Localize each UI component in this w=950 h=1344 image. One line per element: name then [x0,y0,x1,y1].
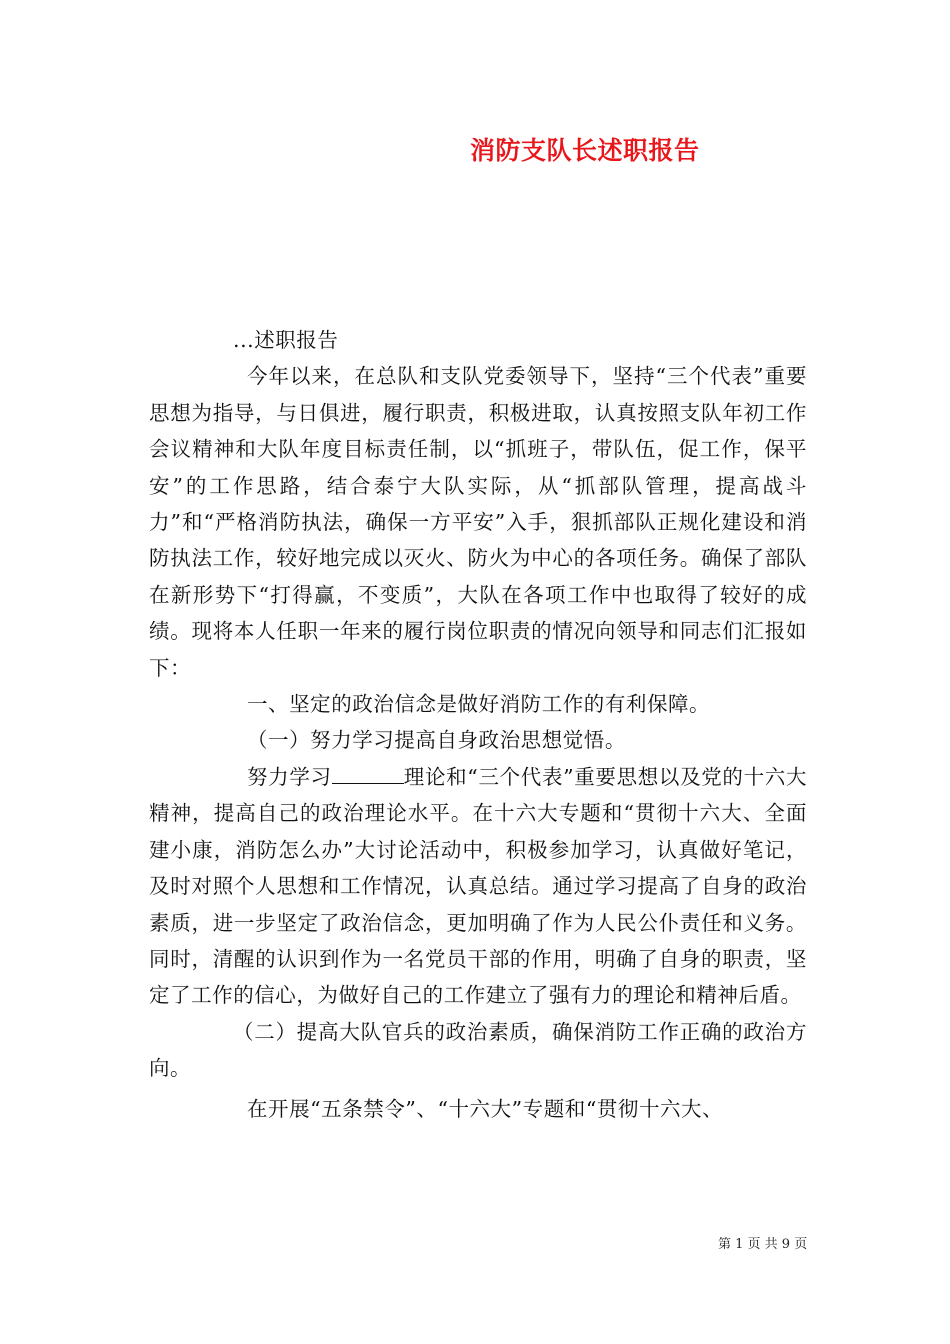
closing-paragraph: 在开展“五条禁令”、“十六大”专题和“贯彻十六大、 [247,1096,724,1121]
study-text-rest: 理论和“三个代表”重要思想以及党的十六大精神，提高自己的政治理论水平。在十六大专题和“贯彻十六大、全面建小康，消防怎么办”大讨论活动中，积极参加学习，认真做好笔记，及时对照个人思想和工作情况，认真总结。通过学习提高了自身的政治素质，进一步坚定了政治信念，更加明确了作为人民公仆责任和义务。同时，清醒的认识到作为一名党员干部的作用，明确了自身的职责，坚定了工作的信心，为做好自己的工作建立了强有力的理论和精神后盾。 [149,764,807,1008]
document-body [149,322,807,1127]
report-subheading: ...述职报告 [233,328,339,352]
subsection-heading-2: （二）提高大队官兵的政治素质，确保消防工作正确的政治方向。 [149,1019,807,1081]
intro-paragraph: 今年以来，在总队和支队党委领导下，坚持“三个代表”重要思想为指导，与日俱进，履行职责，积极进取，认真按照支队年初工作会议精神和大队年度目标责任制，以“抓班子，带队伍，促工作，保平安”的工作思路，结合泰宁大队实际，从“抓部队管理，提高战斗力”和“严格消防执法，确保一方平安”入手，狠抓部队正规化建设和消防执法工作，较好地完成以灭火、防火为中心的各项任务。确保了部队在新形势下“打得赢，不变质”，大队在各项工作中也取得了较好的成绩。现将本人任职一年来的履行岗位职责的情况向领导和同志们汇报如下： [149,364,807,680]
subsection-heading-1: （一）努力学习提高自身政治思想觉悟。 [247,728,626,753]
section-heading-1: 一、坚定的政治信念是做好消防工作的有利保障。 [247,692,711,717]
fill-in-blank [332,767,404,784]
study-paragraph [149,759,807,1014]
page-number-footer: 第 1 页 共 9 页 [718,1237,808,1252]
document-title: 消防支队长述职报告 [470,136,700,165]
study-text-start: 努力学习 [247,764,332,789]
